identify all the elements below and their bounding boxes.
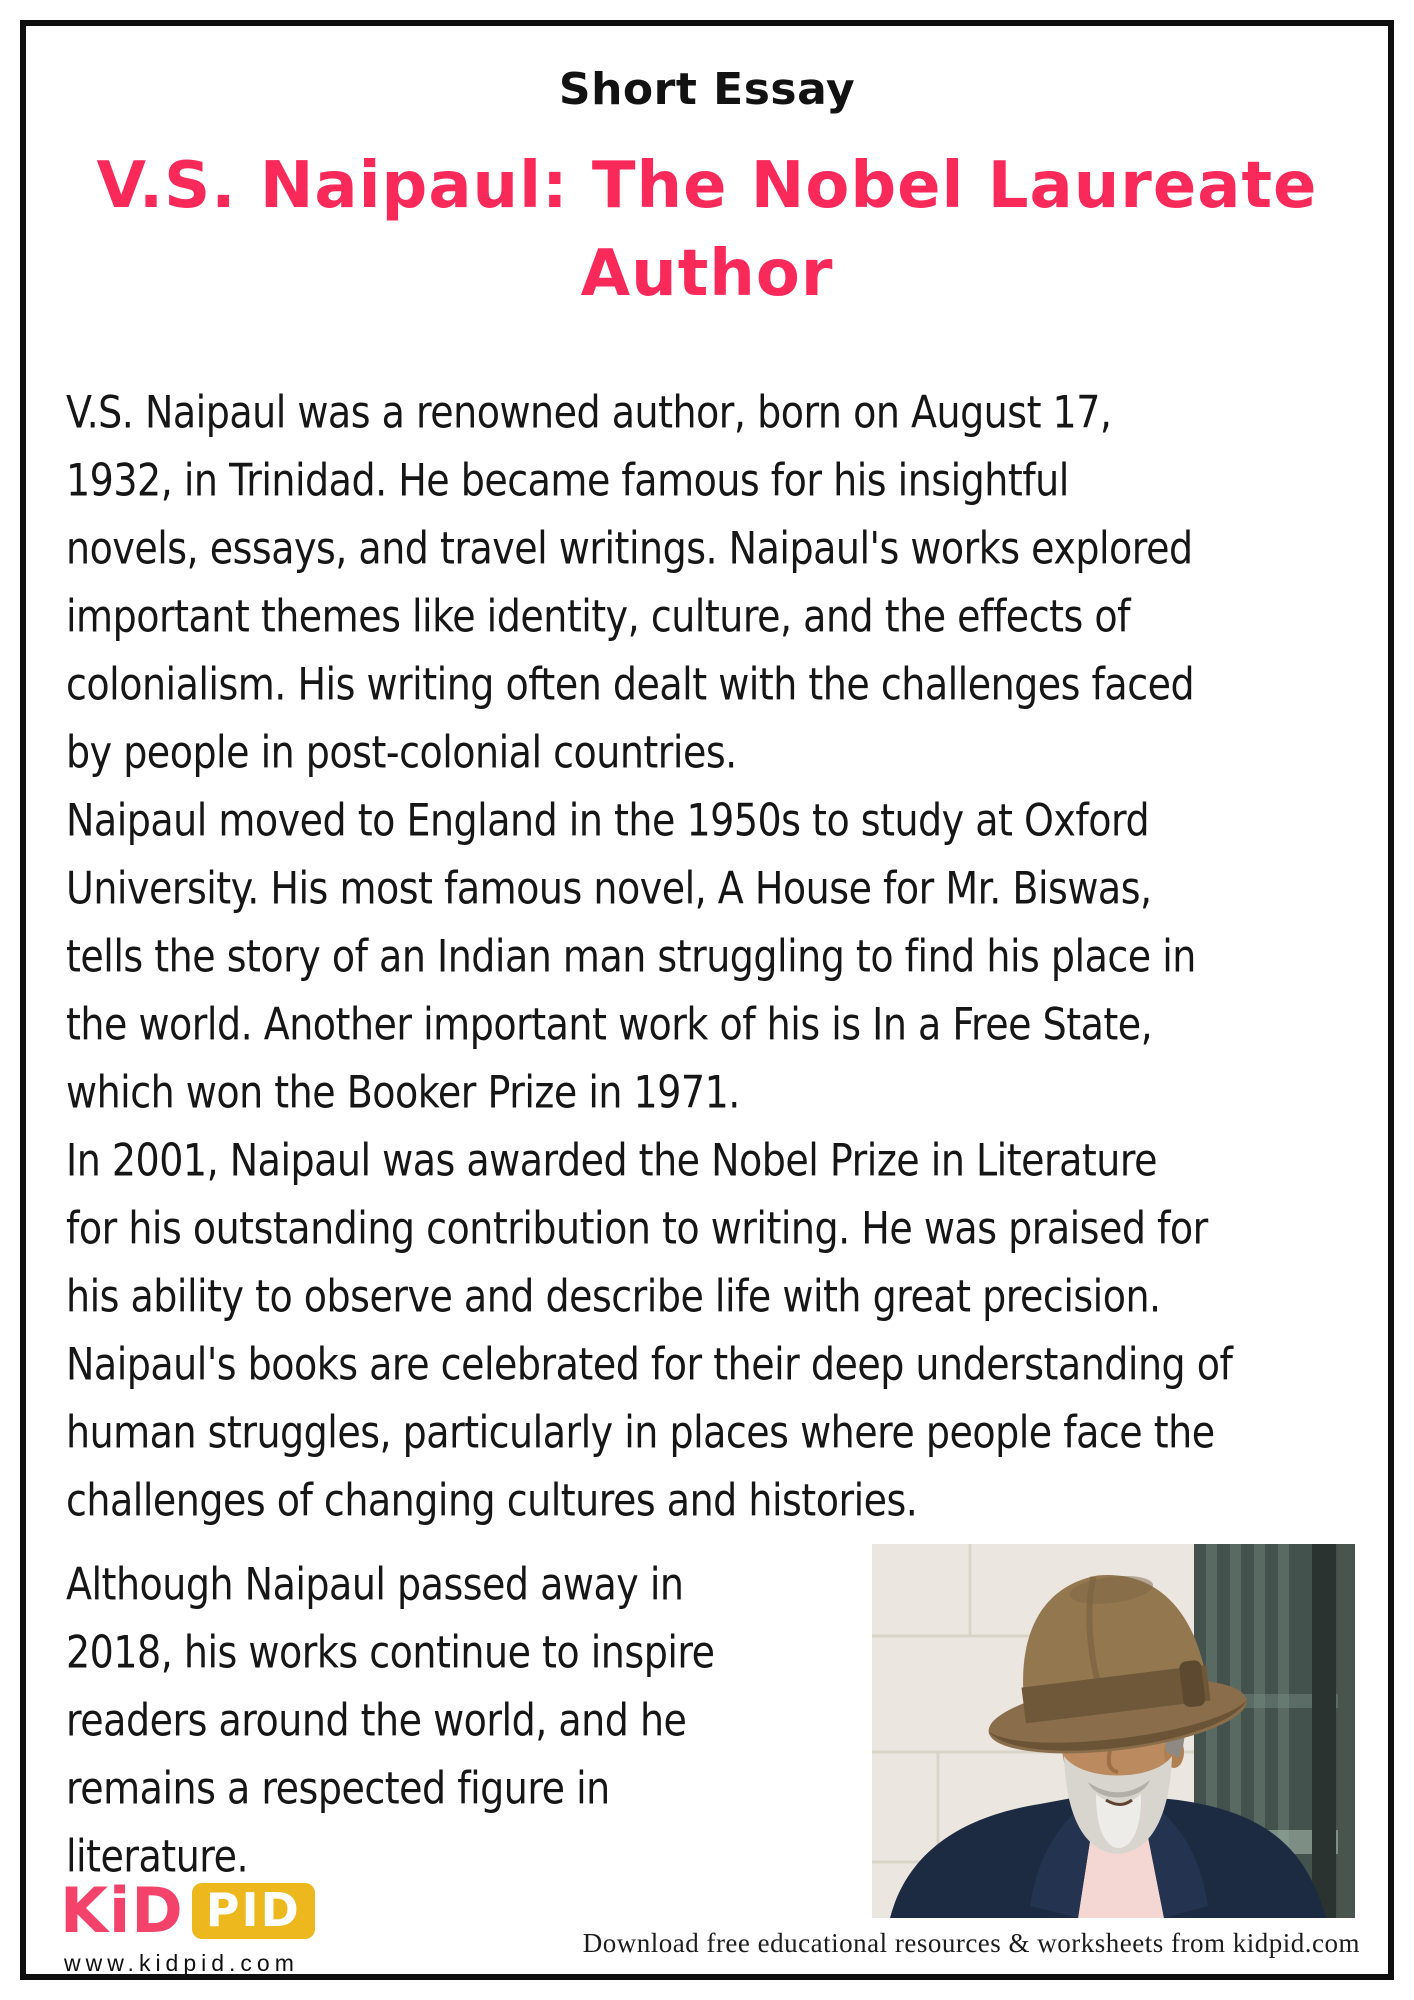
essay-line: novels, essays, and travel writings. Naipaul's works explored <box>66 522 1193 575</box>
essay-line: remains a respected figure in <box>66 1762 610 1815</box>
essay-line: Although Naipaul passed away in <box>66 1558 684 1611</box>
essay-line: 1932, in Trinidad. He became famous for his insightful <box>66 454 1069 507</box>
essay-title <box>26 142 1388 318</box>
website-url: www.kidpid.com <box>64 1950 299 1976</box>
essay-paragraph-1 <box>66 382 1382 790</box>
essay-line: important themes like identity, culture, and the effects of <box>66 590 1130 643</box>
essay-line: by people in post-colonial countries. <box>66 726 737 779</box>
essay-line: challenges of changing cultures and histories. <box>66 1474 918 1527</box>
essay-line: literature. <box>66 1830 249 1883</box>
essay-line: University. His most famous novel, A House for Mr. Biswas, <box>66 862 1152 915</box>
kidpid-logo <box>60 1874 315 1947</box>
naipaul-photo <box>872 1544 1355 1918</box>
essay-line: V.S. Naipaul was a renowned author, born on August 17, <box>66 386 1112 439</box>
essay-line: 2018, his works continue to inspire <box>66 1626 715 1679</box>
essay-line: which won the Booker Prize in 1971. <box>66 1066 740 1119</box>
essay-title-line-1: V.S. Naipaul: The Nobel Laureate <box>96 149 1318 223</box>
kidpid-logo-kid: KiD <box>60 1874 184 1947</box>
essay-title-line-2: Author <box>580 237 834 311</box>
essay-line: his ability to observe and describe life with great precision. <box>66 1270 1161 1323</box>
essay-line: for his outstanding contribution to writing. He was praised for <box>66 1202 1208 1255</box>
footer-note: Download free educational resources & worksheets from kidpid.com <box>582 1928 1360 1958</box>
essay-line: tells the story of an Indian man struggling to find his place in <box>66 930 1196 983</box>
essay-line: readers around the world, and he <box>66 1694 687 1747</box>
essay-line: Naipaul's books are celebrated for their deep understanding of <box>66 1338 1233 1391</box>
essay-line: the world. Another important work of his is In a Free State, <box>66 998 1153 1051</box>
essay-line: colonialism. His writing often dealt with the challenges faced <box>66 658 1195 711</box>
essay-paragraph-3 <box>66 1130 1382 1538</box>
essay-line: In 2001, Naipaul was awarded the Nobel Prize in Literature <box>66 1134 1158 1187</box>
worksheet-page <box>20 20 1394 1980</box>
essay-paragraph-2 <box>66 790 1382 1130</box>
essay-line: human struggles, particularly in places where people face the <box>66 1406 1215 1459</box>
essay-line: Naipaul moved to England in the 1950s to study at Oxford <box>66 794 1150 847</box>
kidpid-logo-pid: PID <box>192 1883 315 1939</box>
page-heading: Short Essay <box>558 64 856 115</box>
